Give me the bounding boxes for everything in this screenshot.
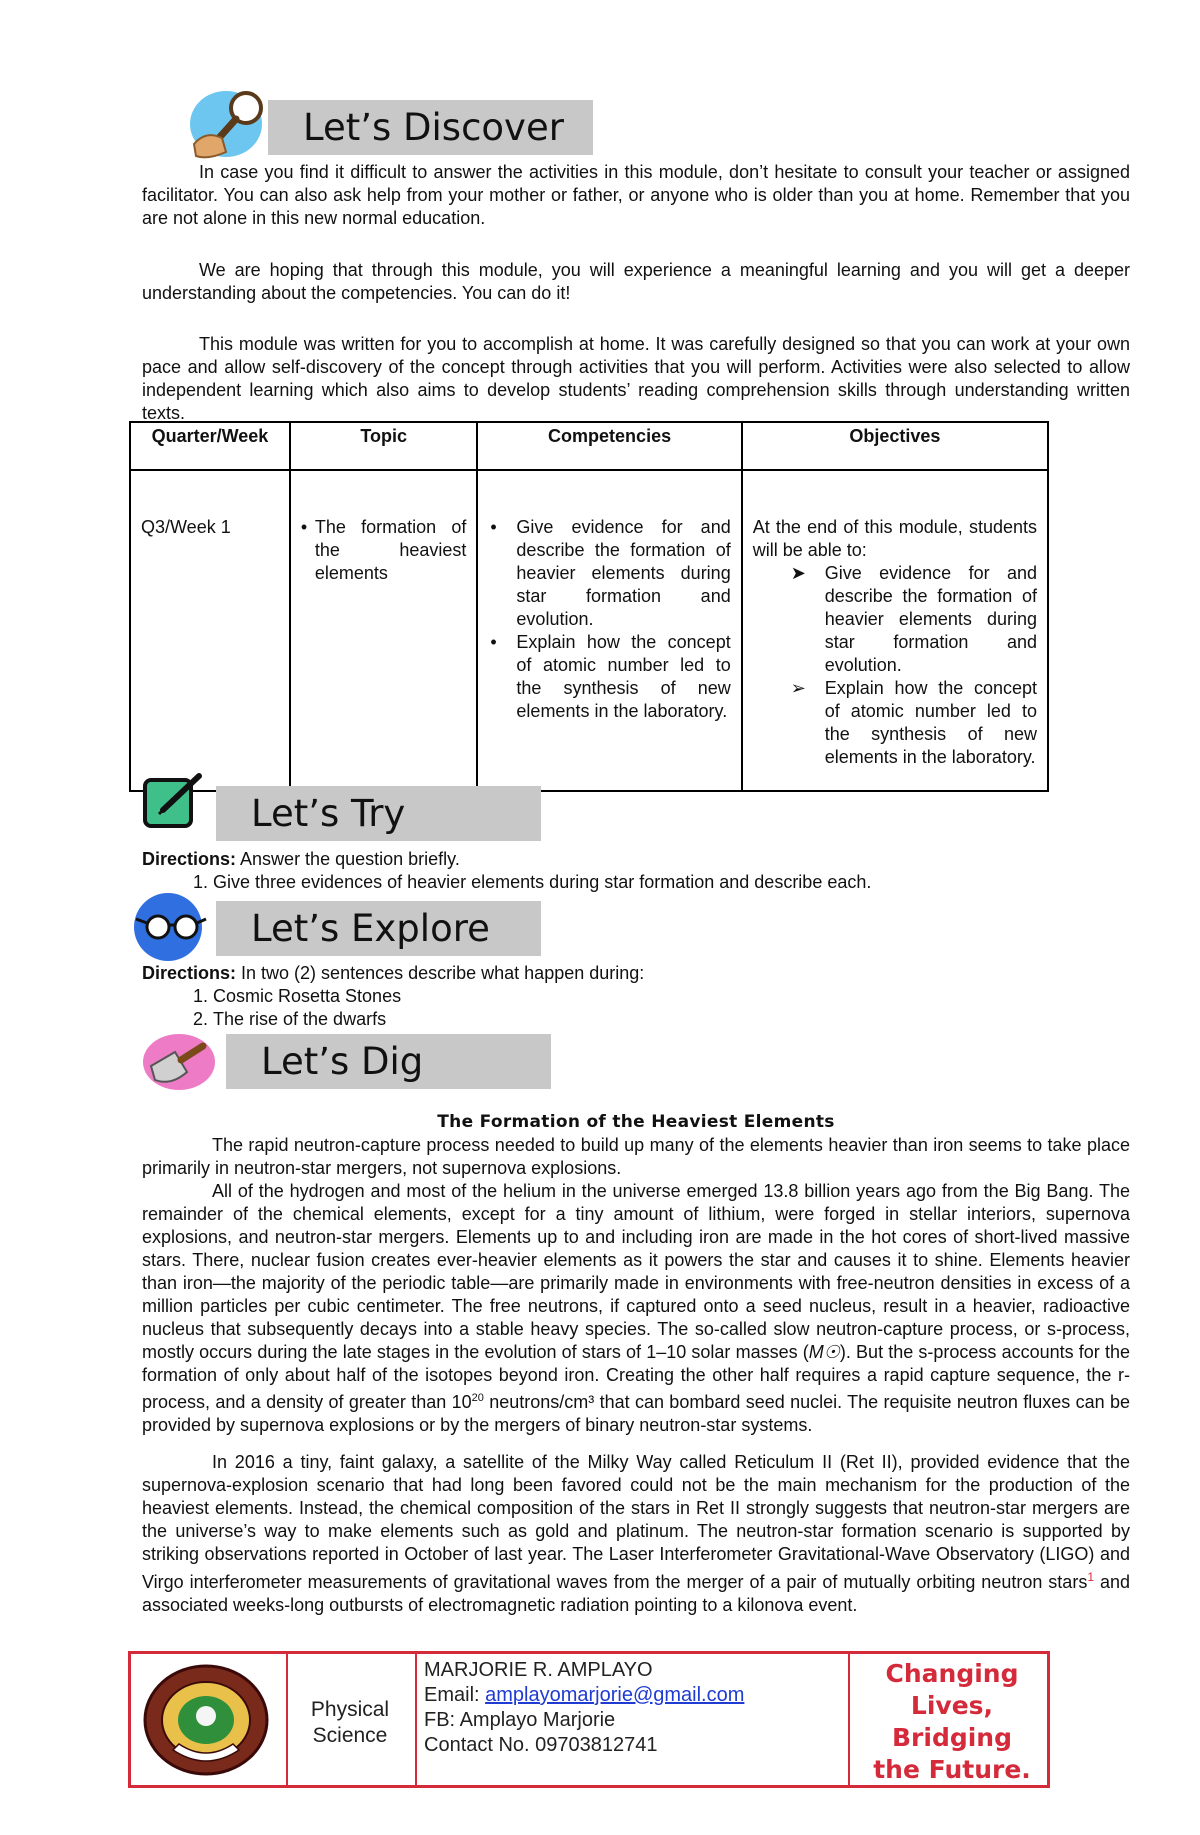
motto-line: Changing (885, 1659, 1019, 1688)
try-directions (142, 848, 460, 871)
directions-label: Directions: (142, 963, 237, 983)
lets-explore-banner: Let’s Explore (216, 901, 541, 956)
cell-topic (290, 470, 478, 791)
motto-line: Lives, (910, 1691, 994, 1720)
competency-table (129, 421, 1049, 792)
cell-quarter: Q3/Week 1 (130, 470, 290, 791)
header-objectives: Objectives (742, 422, 1048, 470)
paragraph-text: neutrons/cm³ that can bombard seed nuclei. The requisite neutron fluxes can be provided by supernova explosions or by the mergers of binary neutron-star systems. (142, 1392, 1130, 1435)
lets-discover-banner: Let’s Discover (268, 100, 593, 155)
paragraph-text: In 2016 a tiny, faint galaxy, a satellite of the Milky Way called Reticulum II (Ret II), provided evidence that the supernova-explosion scenario that had long been favored could not be the main mechanism for the production of the heaviest elements. Instead, the chemical composition of the stars in Ret II strongly suggests that neutron-star mergers are the universe’s way to make elements such as gold and platinum. The neutron-star formation scenario is supported by striking observations reported in October of last year. The Laser Interferometer Gravitational-Wave Observatory (LIGO) and Virgo interferometer measurements of gravitational waves from the merger of a pair of mutually orbiting neutron stars (142, 1452, 1130, 1592)
motto-line: Bridging (891, 1723, 1012, 1752)
explore-directions (142, 962, 644, 985)
objectives-intro: At the end of this module, students will be able to: (752, 517, 1037, 560)
paragraph-text: and associated weeks-long outbursts of electromagnetic radiation pointing to a kilonova event. (142, 1572, 1131, 1615)
paragraph-text: All of the hydrogen and most of the helium in the universe emerged 13.8 billion years ago from the Big Bang. The remainder of the chemical elements, except for a tiny amount of lithium, were forged in stellar interiors, supernova explosions, and neutron-star mergers. Elements up to and including iron are made in the hot cores of short-lived massive stars. There, nuclear fusion creates ever-heavier elements as it powers the star and causes it to shine. Elements heavier than iron—the majority of the periodic table—are primarily made in environments with free-neutron densities in excess of a million particles per cubic centimeter. The free neutrons, if captured onto a seed nucleus, result in a heavier, radioactive nucleus that subsequently decays into a stable heavy species. The so-called slow neutron-capture process, or s-process, mostly occurs during the late stages in the evolution of stars of 1–10 solar masses ( (142, 1181, 1130, 1362)
edit-note-icon (141, 772, 207, 832)
table-header-row (130, 422, 1048, 470)
arrow-bullet-icon: ➤ (790, 563, 806, 583)
arrow-bullet-icon: ➢ (790, 678, 806, 698)
list-item (791, 562, 1037, 677)
cell-competencies (477, 470, 741, 791)
trowel-icon (141, 1032, 217, 1092)
eyeglasses-icon (130, 893, 210, 961)
author-contact (424, 1658, 744, 1758)
author-phone: Contact No. 09703812741 (424, 1734, 658, 1756)
header-competencies: Competencies (477, 422, 741, 470)
motto-line: the Future. (873, 1755, 1031, 1784)
exponent: 20 (471, 1392, 484, 1404)
solar-mass-symbol: M☉ (808, 1342, 840, 1362)
footer-logo-cell (131, 1654, 288, 1785)
lets-try-banner: Let’s Try (216, 786, 541, 841)
header-quarter-week: Quarter/Week (130, 422, 290, 470)
footer-subject-cell (286, 1654, 417, 1785)
author-name: MARJORIE R. AMPLAYO (424, 1659, 653, 1681)
article-paragraph-1: The rapid neutron-capture process needed to build up many of the elements heavier than iron seems to take place primarily in neutron-star mergers, not supernova explosions. (142, 1135, 1130, 1178)
directions-text: In two (2) sentences describe what happen during: (236, 963, 645, 983)
article-paragraph-2 (142, 1180, 1130, 1437)
discover-paragraph-3: This module was written for you to accomplish at home. It was carefully designed so that you can work at your own pace and allow self-discovery of the concept through activities that you will perform. Activities were also selected to allow independent learning which also aims to develop students’ reading comprehension skills through understanding written texts. (142, 334, 1130, 423)
list-item: • Explain how the concept of atomic number led to the synthesis of new elements in the laboratory. (490, 632, 731, 721)
lets-dig-banner: Let’s Dig (226, 1034, 551, 1089)
try-question-list (142, 871, 871, 894)
discover-paragraph-2: We are hoping that through this module, you will experience a meaningful learning and you will get a deeper understanding about the competencies. You can do it! (142, 260, 1130, 303)
table-row (130, 470, 1048, 791)
discover-paragraph-1: In case you find it difficult to answer the activities in this module, don’t hesitate to consult your teacher or assigned facilitator. You can also ask help from your mother or father, or anyone who is older than you at home. Remember that you are not alone in this new normal education. (142, 162, 1130, 228)
author-email-line (424, 1683, 744, 1708)
paragraph-text: ). But the s-process accounts for the formation of only about half of the isotopes beyond iron. Creating the other half requires a rapid capture sequence, the r-process, and a density of greater than 10 (142, 1342, 1130, 1412)
directions-label: Directions: (142, 849, 237, 869)
list-item: 1. Cosmic Rosetta Stones (213, 985, 401, 1008)
footnote-link[interactable]: 1 (1087, 1570, 1095, 1584)
objective-text: Give evidence for and describe the formation of heavier elements during star formation and evolution. (824, 563, 1037, 675)
header-topic: Topic (290, 422, 478, 470)
cell-objectives (742, 470, 1048, 791)
directions-text: Answer the question briefly. (236, 849, 460, 869)
list-item (791, 677, 1037, 769)
article-title: The Formation of the Heaviest Elements (437, 1112, 835, 1132)
list-item: 1. Give three evidences of heavier elements during star formation and describe each. (213, 871, 871, 894)
school-motto (857, 1658, 1047, 1786)
list-item: • The formation of the heaviest elements (300, 517, 467, 583)
school-seal-logo (143, 1664, 269, 1776)
subject-line: Physical (310, 1698, 390, 1721)
subject-line: Science (312, 1724, 388, 1747)
list-item: • Give evidence for and describe the formation of heavier elements during star formation and evolution. (490, 517, 731, 629)
explore-topic-list (142, 985, 401, 1031)
competency-text: Give evidence for and describe the formation of heavier elements during star formation and evolution. (516, 517, 731, 629)
subject-label (300, 1697, 400, 1749)
email-link[interactable]: amplayomarjorie@gmail.com (485, 1684, 745, 1706)
footer-box (128, 1651, 1050, 1788)
competency-text: Explain how the concept of atomic number led to the synthesis of new elements in the laboratory. (516, 632, 731, 721)
objective-text: Explain how the concept of atomic number led to the synthesis of new elements in the laboratory. (824, 678, 1037, 767)
article-paragraph-3 (142, 1451, 1130, 1617)
email-label: Email: (424, 1684, 486, 1706)
author-facebook: FB: Amplayo Marjorie (424, 1709, 616, 1731)
list-item: 2. The rise of the dwarfs (213, 1008, 401, 1031)
topic-text: The formation of the heaviest elements (314, 517, 467, 583)
